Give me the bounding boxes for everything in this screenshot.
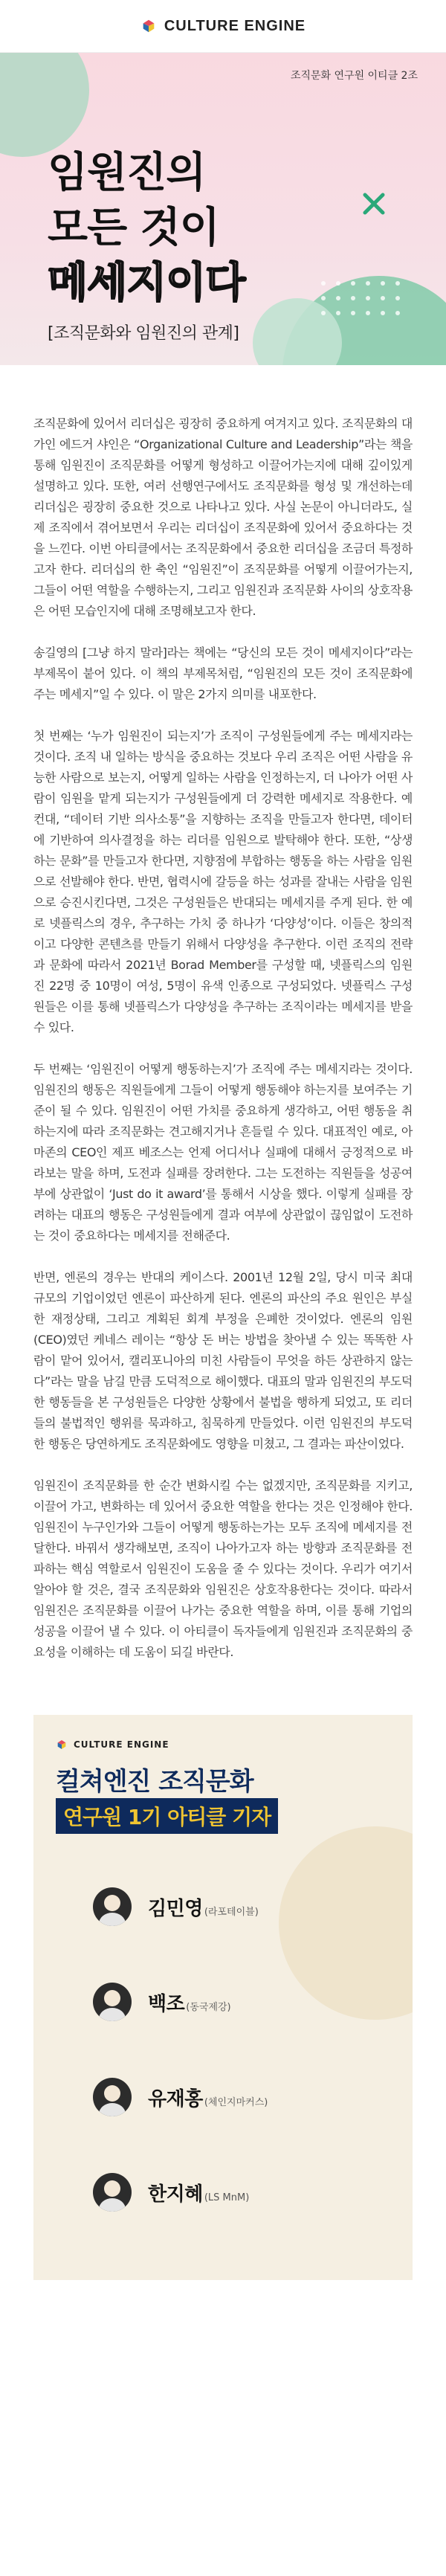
card-brand-logo [56, 1739, 169, 1751]
member-name: 한지혜 [148, 2183, 203, 2206]
series-tag: 조직문화 연구원 이티클 2조 [290, 70, 418, 82]
brand-logo[interactable] [140, 18, 306, 35]
avatar [93, 2173, 132, 2212]
member-row [93, 1887, 259, 1926]
article-body [0, 413, 446, 1663]
decor-circle [279, 1826, 413, 2020]
paragraph: 첫 번째는 ‘누가 임원진이 되는지’가 조직이 구성원들에게 주는 메세지라는 것이다. 조직 내 일하는 방식을 중요하는 것보다 우리 조직은 어떤 사람을 유능한 사람으로 보는지, 어떻게 일하는 사람을 인정하는지, 더 나아가 어떤 사람이 임원을 맡게 되는지가 구성원들에게 더 강력한 메세지로 작용한다. 예컨대, “데이터 기반 의사소통”을 지향하는 조직을 만들고자 한다면, 데이터에 기반하여 의사결정을 하는 리더를 임원으로 발탁해야 한다. 또한, “상생하는 문화”를 만들고자 한다면, 지향점에 부합하는 행동을 하는 사람을 임원으로 선발해야 한다. 반면, 협력시에 갈등을 하는 성과를 잘내는 사람을 임원으로 승진시킨다면, 그것은 구성원들은 반대되는 메세지를 주게 된다. 한 예로 넷플릭스의 경우, 추구하는 가치 중 하나가 ‘다양성’이다. 이들은 창의적이고 다양한 콘텐츠를 만들기 위해서 다양성을 추구한다. 이런 조직의 전략과 문화에 따라서 2021년 Borad Member를 구성할 때, 넷플릭스의 임원진 22명 중 10명이 여성, 5명이 유색 인종으로 구성되었다. 넷플릭스 구성원들은 이를 통해 넷플릭스가 다양성을 추구하는 조직이라는 메세지를 받을 수 있다. [33, 729, 413, 1034]
title-line-2: 모든 것이 [48, 204, 219, 252]
brand-name: CULTURE ENGINE [164, 17, 306, 34]
decor-circle [0, 53, 89, 157]
avatar [93, 2078, 132, 2116]
decor-dots [316, 276, 405, 321]
avatar [93, 1887, 132, 1926]
paragraph: 조직문화에 있어서 리더십은 굉장히 중요하게 여겨지고 있다. 조직문화의 대가인 에드거 샤인은 “Organizational Culture and Leadership”라는 책을 통해 임원진이 조직문화를 어떻게 형성하고 이끌어가는지에 대해 깊이있게 설명하고 있다. 또한, 여러 선행연구에서도 조직문화를 형성 및 개선하는데 리더십은 굉장히 중요한 것으로 나타나고 있다. 사실 논문이 아니더라도, 실제 조직에서 겪어보면서 우리는 리더십이 조직문화에 있어서 중요하다는 것을 느낀다. 이번 아티클에서는 조직문화에서 중요한 리더십을 조금더 특정하고자 한다. 리더십의 한 축인 “임원진”이 조직문화를 어떻게 이끌어가는지, 그들이 어떤 역할을 수행하는지, 그리고 임원진과 조직문화 사이의 상호작용은 어떤 모습인지에 대해 조명해보고자 한다. [33, 416, 413, 618]
member-row [93, 2078, 268, 2116]
culture-engine-logo-icon [140, 18, 157, 34]
member-row [93, 1983, 231, 2021]
card-title: 컬쳐엔진 조직문화 [56, 1767, 253, 1797]
paragraph: 송길영의 [그냥 하지 말라]라는 책에는 “당신의 모든 것이 메세지이다”라는 부제목이 붙어 있다. 이 책의 부제목처럼, “임원진의 모든 것이 조직문화에 주는 메세지”일 수 있다. 이 말은 2가지 의미를 내포한다. [33, 645, 413, 701]
top-bar [0, 0, 446, 53]
member-affiliation: (LS MnM) [204, 2192, 250, 2203]
member-affiliation: (라포테이블) [204, 1906, 259, 1918]
member-row [93, 2173, 249, 2212]
decor-x-icon [361, 191, 387, 216]
title-line-3-text: 메세지이다 [48, 259, 245, 307]
member-affiliation: (체인지마커스) [204, 2096, 268, 2108]
title-line-3 [48, 260, 245, 307]
paragraph: 반면, 엔론의 경우는 반대의 케이스다. 2001년 12월 2일, 당시 미국 최대 규모의 기업이었던 엔론이 파산하게 된다. 엔론의 파산의 주요 원인은 부실한 재정상태, 그리고 계획된 회계 부정을 은폐한 것이었다. 엔론의 임원(CEO)였던 케네스 레이는 “항상 돈 버는 방법을 찾아낼 수 있는 똑똑한 사람이 맡어 있어서, 캘리포니아의 미친 사람들이 무엇을 하든 상관하지 않는다”라는 말을 남길 만큼 도덕적으로 해이했다. 대표의 말과 임원진의 부도덕한 행동들을 본 구성원들은 다양한 상황에서 불법을 행하게 되었고, 또 리더들의 불법적인 행위를 묵과하고, 침묵하게 만들었다. 이런 임원진의 부도덕한 행동은 당연하게도 조직문화에도 영향을 미쳤고, 그 결과는 파산이었다. [33, 1270, 413, 1451]
card-subtitle: 연구원 1기 아티클 기자 [63, 1805, 271, 1829]
avatar [93, 1983, 132, 2021]
card-brand-name: CULTURE ENGINE [74, 1739, 169, 1750]
paragraph: 임원진이 조직문화를 한 순간 변화시킬 수는 없겠지만, 조직문화를 지키고, 이끌어 가고, 변화하는 데 있어서 중요한 역할을 한다는 것은 인정해야 한다. 임원진이 누구인가와 그들이 어떻게 행동하는가는 모두 조직에 메세지를 전달한다. 바꿔서 생각해보면, 조직이 나아가고자 하는 방향과 조직문화를 전파하는 핵심 역할로서 임원진이 도움을 줄 수 있다는 것이다. 우리가 여기서 알아야 할 것은, 결국 조직문화와 임원진은 상호작용한다는 것이다. 따라서 임원진은 조직문화를 이끌어 나가는 중요한 역할을 하며, 이를 통해 기업의 성공을 이끌어 낼 수 있다. 이 아티클이 독자들에게 임원진과 조직문화의 중요성을 이해하는 데 도움이 되길 바란다. [33, 1478, 413, 1659]
member-affiliation: (동국제강) [186, 2001, 231, 2013]
member-name: 유재홍 [148, 2087, 203, 2110]
card-subtitle-box [56, 1798, 278, 1834]
title-line-1: 임원진의 [48, 149, 206, 197]
author-card [33, 1715, 413, 2280]
member-name: 백조 [148, 1992, 185, 2015]
hero-banner [0, 53, 446, 365]
member-name: 김민영 [148, 1897, 203, 1920]
paragraph: 두 번째는 ‘임원진이 어떻게 행동하는지’가 조직에 주는 메세지라는 것이다. 임원진의 행동은 직원들에게 그들이 어떻게 행동해야 하는지를 보여주는 기준이 될 수 있다. 임원진이 어떤 가치를 중요하게 생각하고, 어떤 행동을 취하는지에 따라 조직문화는 견고해지거나 흔들릴 수 있다. 대표적인 예로, 아마존의 CEO인 제프 베조스는 언제 어디서나 실패에 대해서 긍정적으로 바라보는 말을 하며, 도전과 실패를 장려한다. 그는 도전하는 직원들을 성공여부에 상관없이 ‘Just do it award’를 통해서 시상을 했다. 이렇게 실패를 장려하는 대표의 행동은 구성원들에게 결과 여부에 상관없이 끊임없이 도전하는 것이 중요하다는 메세지를 전해준다. [33, 1062, 413, 1243]
culture-engine-logo-icon [56, 1739, 68, 1751]
hero-subtitle: [조직문화와 임원진의 관계] [48, 324, 239, 343]
